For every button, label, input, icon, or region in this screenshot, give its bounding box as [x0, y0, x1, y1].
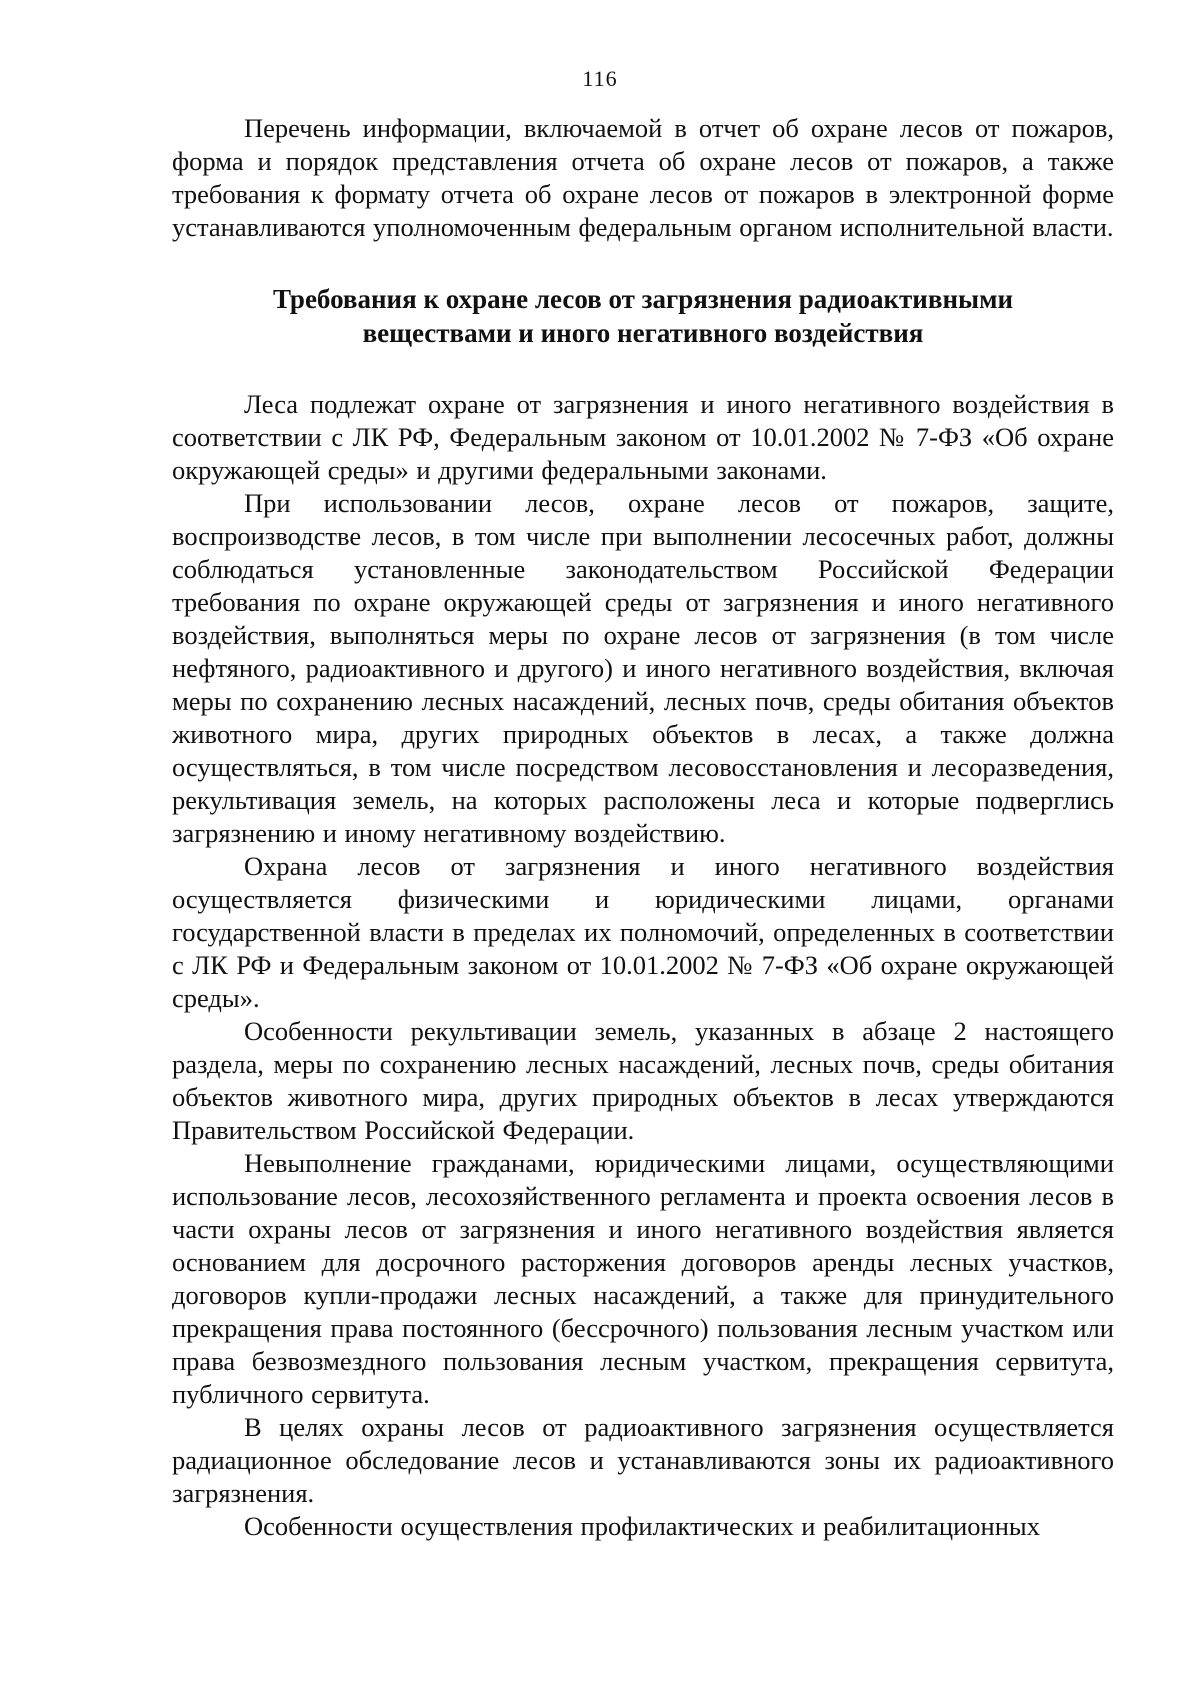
section-heading-line-1: Требования к охране лесов от загрязнения радиоактивными [272, 284, 1014, 314]
body-paragraph-4: Особенности рекультивации земель, указанных в абзаце 2 настоящего раздела, меры по сохранению лесных насаждений, лесных почв, среды обитания объектов животного мира, других природных объектов в лесах утверждаются Правительством Российской Федерации. [172, 1016, 1114, 1145]
body-paragraph-7: Особенности осуществления профилактических и реабилитационных [244, 1511, 1040, 1541]
body-paragraph-1: Леса подлежат охране от загрязнения и иного негативного воздействия в соответствии с ЛК РФ, Федеральным законом от 10.01.2002 № 7-ФЗ «Об охране окружающей среды» и другими федеральными законами. [172, 389, 1114, 485]
body-paragraph-5: Невыполнение гражданами, юридическими лицами, осуществляющими использование лесов, лесохозяйственного регламента и проекта освоения лесов в части охраны лесов от загрязнения и иного негативного воздействия является основанием для досрочного расторжения договоров аренды лесных участков, договоров купли-продажи лесных насаждений, а также для принудительного прекращения права постоянного (бессрочного) пользования лесным участком или права безвозмездного пользования лесным участком, прекращения сервитута, публичного сервитута. [172, 1148, 1114, 1409]
section-heading-line-2: веществами и иного негативного воздействия [362, 318, 924, 348]
section-heading [172, 282, 1114, 350]
page-number: 116 [582, 66, 618, 91]
body-paragraph-2: При использовании лесов, охране лесов от пожаров, защите, воспроизводстве лесов, в том числе при выполнении лесосечных работ, должны соблюдаться установленные законодательством Российской Федерации требования по охране окружающей среды от загрязнения и иного негативного воздействия, выполняться меры по охране лесов от загрязнения (в том числе нефтяного, радиоактивного и другого) и иного негативного воздействия, включая меры по сохранению лесных насаждений, лесных почв, среды обитания объектов животного мира, других природных объектов в лесах, а также должна осуществляться, в том числе посредством лесовосстановления и лесоразведения, рекультивация земель, на которых расположены леса и которые подверглись загрязнению и иному негативному воздействию. [172, 488, 1114, 848]
intro-paragraph: Перечень информации, включаемой в отчет об охране лесов от пожаров, форма и порядок представления отчета об охране лесов от пожаров, а также требования к формату отчета об охране лесов от пожаров в электронной форме устанавливаются уполномоченным федеральным органом исполнительной власти. [172, 113, 1114, 242]
body-paragraph-6: В целях охраны лесов от радиоактивного загрязнения осуществляется радиационное обследование лесов и устанавливаются зоны их радиоактивного загрязнения. [172, 1412, 1114, 1508]
body-paragraph-3: Охрана лесов от загрязнения и иного негативного воздействия осуществляется физическими и юридическими лицами, органами государственной власти в пределах их полномочий, определенных в соответствии с ЛК РФ и Федеральным законом от 10.01.2002 № 7-ФЗ «Об охране окружающей среды». [172, 851, 1114, 1013]
document-body [172, 112, 1114, 1543]
